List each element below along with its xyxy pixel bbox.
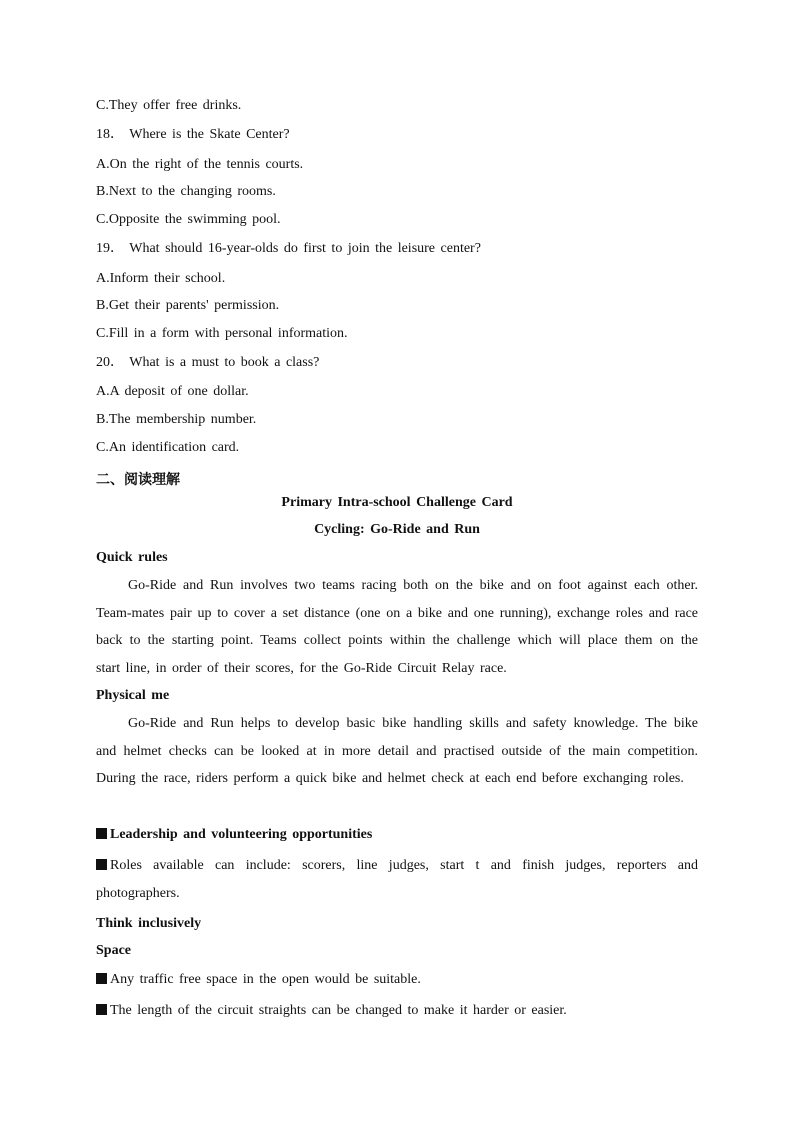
square-bullet-icon bbox=[96, 828, 107, 839]
leadership-heading-text: Leadership and volunteering opportunities bbox=[110, 827, 373, 842]
physical-me-heading: Physical me bbox=[96, 688, 170, 703]
physical-me-paragraph: Go-Ride and Run helps to develop basic bike handling skills and safety knowledge. The bike and helmet checks can be looked at in more detail and practised outside of the main competition. During the race, riders perform a quick bike and helmet check at each end before exchanging roles. bbox=[96, 716, 698, 786]
question-20: 20． What is a must to book a class? bbox=[96, 355, 320, 370]
space-heading: Space bbox=[96, 943, 131, 958]
q19-option-c: C.Fill in a form with personal information. bbox=[96, 326, 348, 341]
space-bullet-1-text: Any traffic free space in the open would be suitable. bbox=[110, 972, 421, 987]
question-19: 19． What should 16-year-olds do first to join the leisure center? bbox=[96, 241, 481, 256]
card-subtitle: Cycling: Go-Ride and Run bbox=[314, 522, 480, 537]
space-bullet-1 bbox=[96, 971, 421, 989]
square-bullet-icon bbox=[96, 973, 107, 984]
space-bullet-2-text: The length of the circuit straights can be changed to make it harder or easier. bbox=[110, 1003, 567, 1018]
q20-option-a: A.A deposit of one dollar. bbox=[96, 384, 249, 399]
think-inclusively-heading: Think inclusively bbox=[96, 916, 202, 931]
leadership-paragraph-text: Roles available can include: scorers, line judges, start t and finish judges, reporters and photographers. bbox=[96, 858, 698, 901]
leadership-paragraph bbox=[96, 852, 698, 907]
leadership-heading bbox=[96, 826, 372, 844]
q19-option-b: B.Get their parents' permission. bbox=[96, 298, 280, 313]
space-bullet-2 bbox=[96, 1002, 567, 1020]
section-heading: 二、阅读理解 bbox=[96, 472, 180, 488]
square-bullet-icon bbox=[96, 859, 107, 870]
quick-rules-paragraph: Go-Ride and Run involves two teams racing both on the bike and on foot against each other. Team-mates pair up to cover a set distance (one on a bike and one running), exchange roles and race back to the starting point. Teams collect points within the challenge which will place them on the start line, in order of their scores, for the Go-Ride Circuit Relay race. bbox=[96, 578, 698, 676]
q19-option-a: A.Inform their school. bbox=[96, 271, 226, 286]
square-bullet-icon bbox=[96, 1004, 107, 1015]
q20-option-c: C.An identification card. bbox=[96, 440, 240, 455]
q18-option-b: B.Next to the changing rooms. bbox=[96, 184, 276, 199]
card-title: Primary Intra-school Challenge Card bbox=[281, 495, 513, 510]
question-18: 18． Where is the Skate Center? bbox=[96, 127, 290, 142]
q18-option-a: A.On the right of the tennis courts. bbox=[96, 157, 304, 172]
q17-option-c: C.They offer free drinks. bbox=[96, 98, 242, 113]
q20-option-b: B.The membership number. bbox=[96, 412, 257, 427]
q18-option-c: C.Opposite the swimming pool. bbox=[96, 212, 281, 227]
quick-rules-heading: Quick rules bbox=[96, 550, 168, 565]
